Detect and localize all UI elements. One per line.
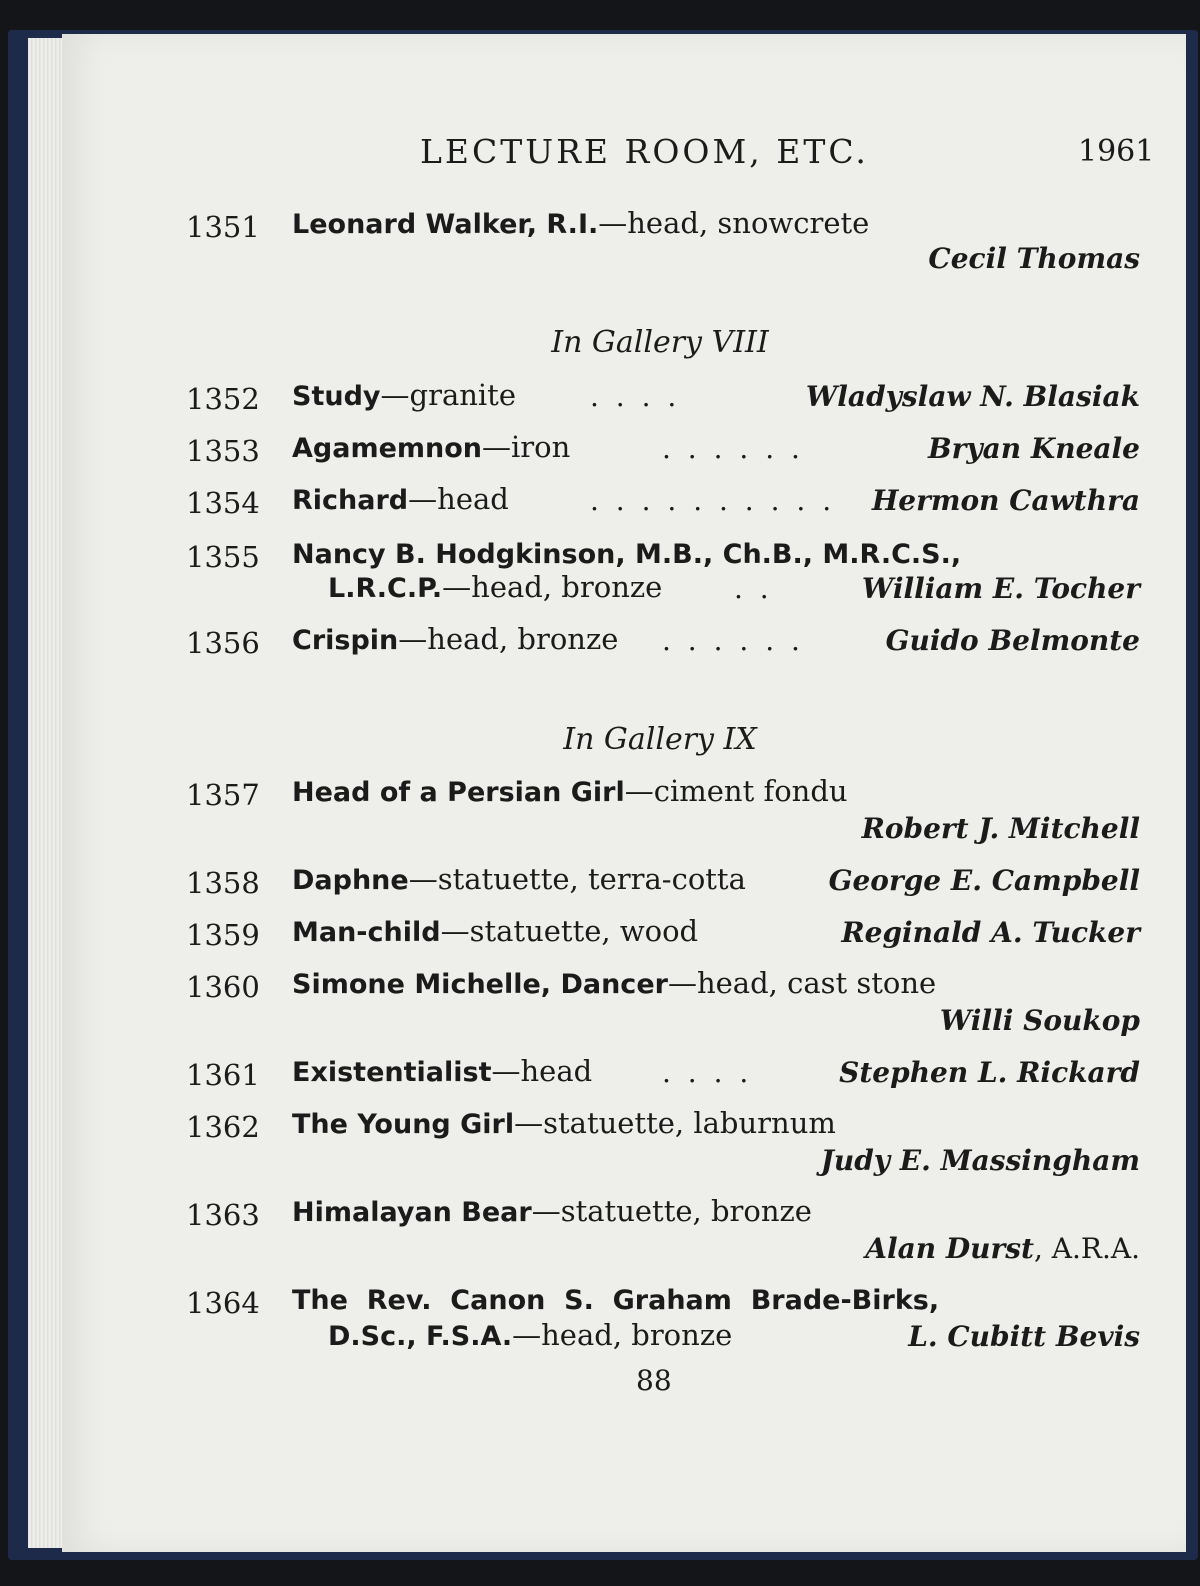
entry-artist: Willi Soukop xyxy=(939,1004,1140,1037)
entry-title: The Young Girl xyxy=(292,1109,515,1140)
entry-line xyxy=(292,1106,836,1140)
entry-artist: Cecil Thomas xyxy=(928,242,1140,275)
entry-number: 1352 xyxy=(186,382,260,416)
entry-number: 1353 xyxy=(186,434,260,468)
entry-number: 1362 xyxy=(186,1110,260,1144)
entry-number: 1360 xyxy=(186,970,260,1004)
entry-line xyxy=(292,862,746,896)
entry-medium: —head, bronze xyxy=(398,622,619,656)
entry-line xyxy=(292,1194,812,1228)
entry-medium: —head xyxy=(491,1054,593,1088)
entry-number: 1359 xyxy=(186,918,260,952)
entry-title: Daphne xyxy=(292,865,409,896)
entry-line xyxy=(292,914,698,948)
entry-title: Leonard Walker, R.I. xyxy=(292,209,599,240)
entry-line xyxy=(292,206,869,240)
entry-number: 1357 xyxy=(186,778,260,812)
entry-medium: —head, bronze xyxy=(442,570,663,604)
entry-number: 1355 xyxy=(186,540,260,574)
entry-title: Existentialist xyxy=(292,1057,492,1088)
entry-artist xyxy=(865,1232,1140,1265)
entry-medium: —statuette, wood xyxy=(440,914,699,948)
dot-leader: . . . . . . xyxy=(662,432,804,465)
entry-artist: Hermon Cawthra xyxy=(871,484,1140,517)
entry-number: 1356 xyxy=(186,626,260,660)
dot-leader: . . . . xyxy=(590,380,681,413)
entry-artist: Reginald A. Tucker xyxy=(841,916,1140,949)
entry-artist: Guido Belmonte xyxy=(885,624,1140,657)
entry-artist: George E. Campbell xyxy=(828,864,1140,897)
entry-title: Man-child xyxy=(292,917,441,948)
entry-medium: —statuette, bronze xyxy=(531,1194,812,1228)
entry-medium: —statuette, laburnum xyxy=(514,1106,836,1140)
entry-medium: —iron xyxy=(482,430,571,464)
entry-title: Crispin xyxy=(292,625,399,656)
dot-leader: . . . . . . xyxy=(662,624,804,657)
entry-line-continued xyxy=(328,570,662,604)
entry-medium: —ciment fondu xyxy=(624,774,848,808)
entry-title: Nancy B. Hodgkinson, M.B., Ch.B., M.R.C.S., xyxy=(292,539,962,570)
entry-line xyxy=(292,378,516,412)
entry-line xyxy=(292,622,618,656)
entry-artist: L. Cubitt Bevis xyxy=(908,1320,1140,1353)
entry-line xyxy=(292,430,570,464)
entry-number: 1351 xyxy=(186,210,260,244)
entry-title: Simone Michelle, Dancer xyxy=(292,969,668,1000)
entry-line xyxy=(292,1282,939,1316)
page-number: 88 xyxy=(636,1364,672,1397)
entry-title-continued: L.R.C.P. xyxy=(328,573,443,604)
entry-line xyxy=(292,774,848,808)
entry-artist: Bryan Kneale xyxy=(927,432,1140,465)
gallery-heading: In Gallery VIII xyxy=(551,325,769,360)
entry-title: Head of a Persian Girl xyxy=(292,777,625,808)
entry-line xyxy=(292,966,936,1000)
running-head: LECTURE ROOM, ETC. xyxy=(420,132,869,171)
dot-leader: . . . . xyxy=(662,1056,753,1089)
entry-medium: —granite xyxy=(380,378,516,412)
entry-artist: Robert J. Mitchell xyxy=(861,812,1140,845)
entry-medium: —statuette, terra-cotta xyxy=(408,862,746,896)
dot-leader: . . xyxy=(734,572,773,605)
entry-number: 1364 xyxy=(186,1286,260,1320)
entry-line xyxy=(292,1054,592,1088)
dot-leader: . . . . . . . . . . xyxy=(590,484,836,517)
entry-title: Agamemnon xyxy=(292,433,483,464)
gallery-heading: In Gallery IX xyxy=(563,722,757,757)
entry-number: 1358 xyxy=(186,866,260,900)
entry-line-continued xyxy=(328,1318,732,1352)
entry-medium: —head xyxy=(408,482,509,516)
entry-title: Study xyxy=(292,381,381,412)
entry-medium: —head, snowcrete xyxy=(598,206,870,240)
entry-title: The Rev. Canon S. Graham Brade-Birks, xyxy=(292,1285,940,1316)
entry-line xyxy=(292,482,509,516)
entry-number: 1361 xyxy=(186,1058,260,1092)
entry-number: 1363 xyxy=(186,1198,260,1232)
entry-artist: Wladyslaw N. Blasiak xyxy=(805,380,1140,413)
entry-artist: William E. Tocher xyxy=(861,572,1140,605)
entry-artist: Stephen L. Rickard xyxy=(839,1056,1140,1089)
entry-title-continued: D.Sc., F.S.A. xyxy=(328,1321,513,1352)
running-head-page-ref: 1961 xyxy=(1078,134,1155,169)
entry-artist: Judy E. Massingham xyxy=(820,1144,1140,1177)
entry-medium: —head, cast stone xyxy=(667,966,937,1000)
entry-title: Himalayan Bear xyxy=(292,1197,532,1228)
entry-title: Richard xyxy=(292,485,409,516)
entry-artist-name: Alan Durst xyxy=(865,1232,1034,1265)
entry-artist-suffix: , A.R.A. xyxy=(1033,1232,1140,1265)
entry-number: 1354 xyxy=(186,486,260,520)
entry-line xyxy=(292,536,961,570)
entry-medium: —head, bronze xyxy=(512,1318,733,1352)
